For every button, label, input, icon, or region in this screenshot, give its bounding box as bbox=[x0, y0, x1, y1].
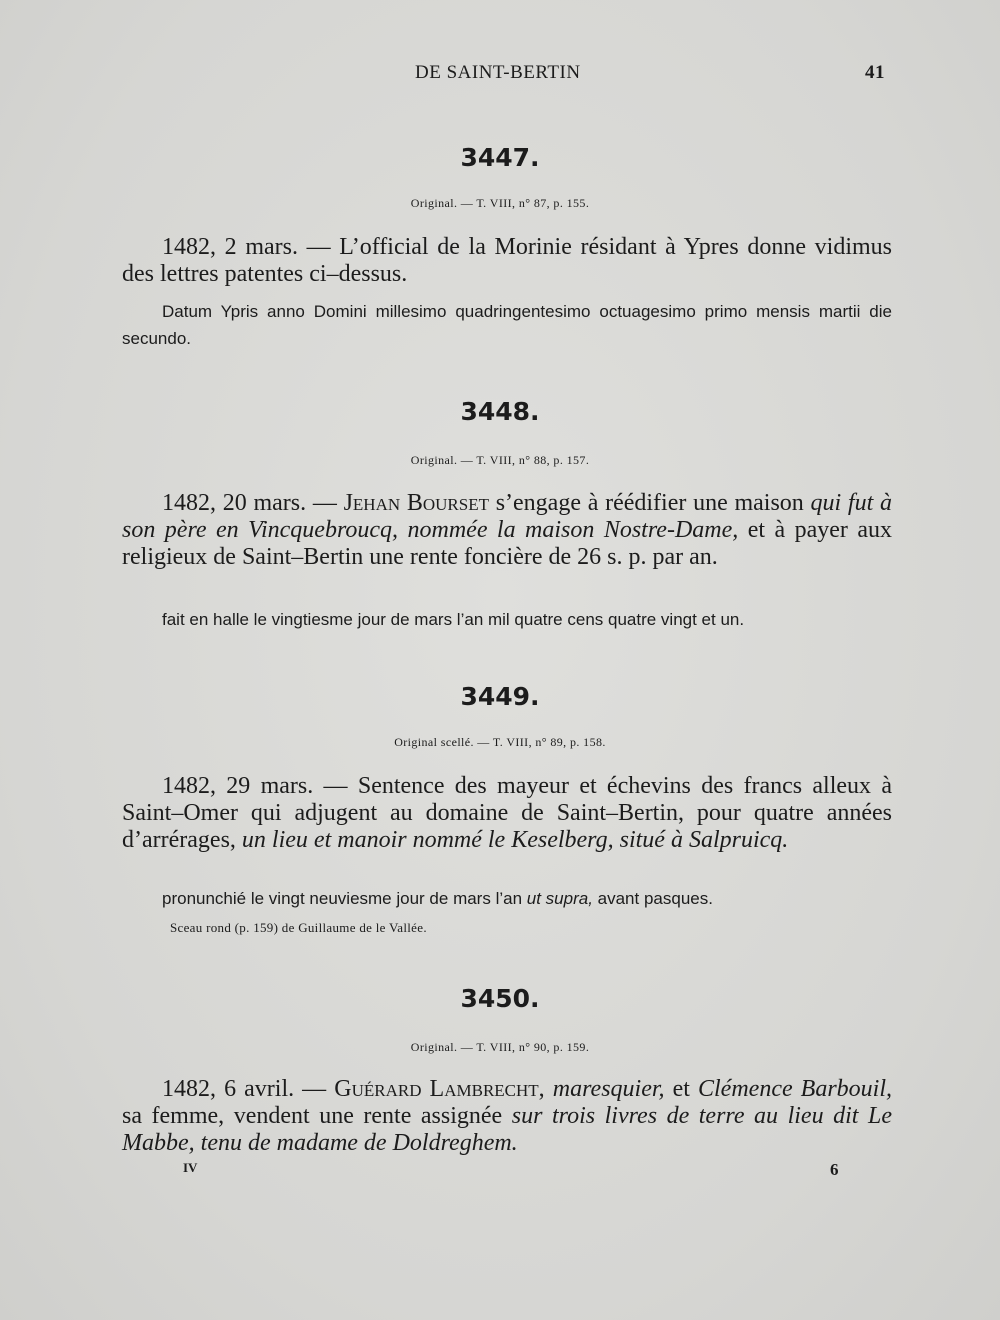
summary-date: 1482, 6 avril. — bbox=[162, 1076, 335, 1102]
summary-italic: sur trois livres de terre au lieu dit Le Mabbe, tenu de madame de Doldreghem. bbox=[122, 1103, 892, 1156]
summary-italic: qui fut à son père en Vincquebroucq, nommée la maison Nostre-Dame, bbox=[122, 490, 892, 543]
excerpt-text: pronunchié le vingt neuviesme jour de mars l’an bbox=[162, 889, 527, 908]
signature-mark: IV bbox=[183, 1160, 198, 1175]
person-name: Guérard Lambrecht, bbox=[334, 1076, 545, 1102]
entry-summary bbox=[122, 1076, 892, 1157]
excerpt-italic: ut supra, bbox=[526, 889, 593, 908]
entry-summary bbox=[122, 773, 892, 854]
page-number: 41 bbox=[865, 62, 885, 83]
entry-excerpt bbox=[122, 885, 892, 912]
summary-text: et à payer aux religieux de Saint–Bertin une rente foncière de 26 s. p. par an. bbox=[122, 517, 892, 570]
summary-italic: un lieu et manoir nommé le Keselberg, situé à Salpruicq. bbox=[241, 827, 789, 853]
excerpt-text: avant pasques. bbox=[592, 889, 713, 908]
entry-number: 3450. bbox=[460, 984, 540, 1013]
summary-text: 1482, 29 mars. — Sentence des mayeur et échevins des francs alleux à Saint–Omer qui adjugent au domaine de Saint–Bertin, pour quatre années d’arrérages, bbox=[122, 773, 892, 853]
entry-summary bbox=[122, 490, 892, 571]
entry-number: 3447. bbox=[460, 143, 540, 172]
entry-number: 3449. bbox=[460, 682, 540, 711]
person-name: Jehan Bourset bbox=[343, 490, 489, 516]
entry-summary: 1482, 2 mars. — L’official de la Morinie résidant à Ypres donne vidimus des lettres patentes ci–dessus. bbox=[122, 234, 892, 287]
quire-number: 6 bbox=[830, 1160, 839, 1179]
seal-note: Sceau rond (p. 159) de Guillaume de le Vallée. bbox=[170, 920, 427, 935]
entry-source: Original. — T. VIII, n° 87, p. 155. bbox=[410, 196, 590, 210]
person-name: Clémence Barbouil, bbox=[698, 1076, 893, 1102]
entry-number: 3448. bbox=[460, 397, 540, 426]
entry-excerpt: fait en halle le vingtiesme jour de mars l’an mil quatre cens quatre vingt et un. bbox=[162, 610, 745, 629]
entry-source: Original scellé. — T. VIII, n° 89, p. 158. bbox=[394, 735, 606, 749]
entry-source: Original. — T. VIII, n° 90, p. 159. bbox=[410, 1040, 590, 1054]
summary-date: 1482, 20 mars. — bbox=[162, 490, 344, 516]
person-role: maresquier, bbox=[544, 1076, 665, 1102]
entry-excerpt: Datum Ypris anno Domini millesimo quadringentesimo octuagesimo primo mensis martii die secundo. bbox=[122, 302, 892, 348]
summary-text: s’engage à réédifier une maison bbox=[488, 490, 811, 516]
running-title: DE SAINT-BERTIN bbox=[415, 62, 581, 83]
summary-text: sa femme, vendent une rente assignée bbox=[122, 1103, 512, 1129]
summary-text: et bbox=[664, 1076, 698, 1102]
entry-source: Original. — T. VIII, n° 88, p. 157. bbox=[410, 453, 590, 467]
